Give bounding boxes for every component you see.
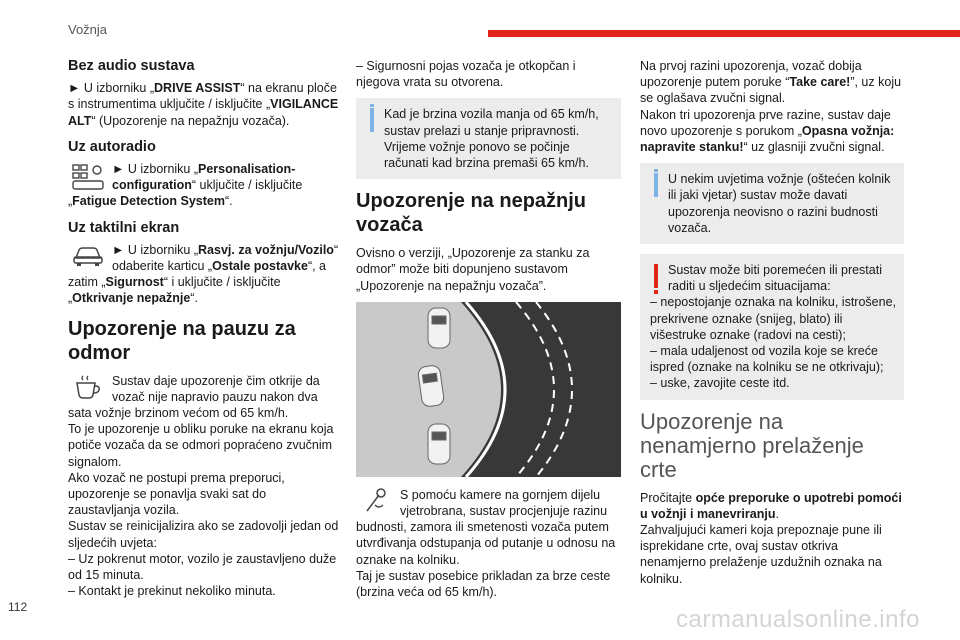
pause-intro: Sustav daje upozorenje čim otkrije da vozač nije napravio pauzu nakon dva sata vožnje brzinom većom od 65 km/h. xyxy=(68,373,320,421)
column-1 xyxy=(68,58,340,599)
warning-note: Sustav može biti poremećen ili prestati raditi u sljedećim situacijama: – nepostojanje oznaka na kolniku, istrošene, prekrivene oznake (snijeg, blato) ili višestruke oznake (radovi na cesti); – mala udaljenost od vozila koje se kreće ispred (oznake na kolniku se ne otkrivaju); – uske, zavojite ceste itd. xyxy=(640,254,904,400)
coffee-cup-icon xyxy=(68,373,108,403)
car-icon xyxy=(68,242,108,272)
camera-note: Taj je sustav posebice prikladan za brze ceste (brzina veća od 65 km/h). xyxy=(356,568,611,600)
heading-audio: Bez audio sustava xyxy=(68,58,195,74)
heading-touchscreen: Uz taktilni ekran xyxy=(68,219,180,236)
accent-bar xyxy=(488,30,960,37)
watermark: carmanualsonline.info xyxy=(676,606,920,633)
heading-lane-departure: Upozorenje na nenamjerno prelaženje crte xyxy=(640,408,864,482)
audio-instruction: ► U izborniku „DRIVE ASSIST“ na ekranu ploče s instrumentima uključite / isključite „VIGILANCE ALT“ (Upozorenje na nepažnju vozača). xyxy=(68,81,339,128)
level-one-text: Na prvoj razini upozorenja, vozač dobija upozorenje putem poruke “Take care!”, uz koju se oglašava zvučni signal. xyxy=(640,59,902,106)
pause-list-item: – Kontakt je prekinut nekoliko minuta. xyxy=(68,584,276,599)
pause-paragraph: To je upozorenje u obliku poruke na ekranu koja potiče vozača da se odmori popraćeno zvučnim signalom. xyxy=(68,422,334,469)
lane-reference: Pročitajte opće preporuke o upotrebi pomoći u vožnji i manevriranju. xyxy=(640,490,902,521)
camera-paragraph: S pomoću kamere na gornjem dijelu vjetrobrana, sustav procjenjuje razinu budnosti, zamora ili smetenosti vozača putem utvrđivanja odstupanja od putanje u odnosu na oznake na kolniku. xyxy=(356,487,616,567)
info-icon xyxy=(370,108,374,132)
warning-icon xyxy=(654,264,658,288)
lane-description: Zahvaljujući kameri koja prepoznaje pune ili isprekidane crte, ovaj sustav otkriva nenamjerno prelaženje uzdužnih oznaka na kolniku. xyxy=(640,523,882,586)
column-3 xyxy=(640,58,904,587)
lane-illustration xyxy=(356,302,621,477)
autoradio-instruction: ► U izborniku „Personalisation-configuration“ uključite / isključite „Fatigue Detection System“. xyxy=(68,162,303,209)
pause-paragraph: Sustav se reinicijalizira ako se zadovolji jedan od sljedećih uvjeta: xyxy=(68,519,339,550)
heading-pause: Upozorenje na pauzu za odmor xyxy=(68,317,296,364)
info-icon xyxy=(654,173,658,197)
info-note: U nekim uvjetima vožnje (oštećen kolnik ili jaki vjetar) sustav može davati upozorenja neovisno o razini budnosti vozača. xyxy=(640,163,904,244)
radio-menu-icon xyxy=(68,161,108,191)
level-two-text: Nakon tri upozorenja prve razine, sustav daje novo upozorenje s porukom „Opasna vožnja: napravite stanku!“ uz glasniji zvučni signal. xyxy=(640,107,895,155)
section-label: Vožnja xyxy=(68,22,108,37)
heading-autoradio: Uz autoradio xyxy=(68,138,156,155)
driver-intro: Ovisno o verziji, „Upozorenje za stanku za odmor” može biti dopunjeno sustavom „Upozorenje na nepažnju vozača”. xyxy=(356,246,590,293)
page-number: 112 xyxy=(8,600,28,614)
camera-icon xyxy=(356,487,396,517)
heading-driver-attention: Upozorenje na nepažnju vozača xyxy=(356,190,587,237)
column-2 xyxy=(356,58,621,600)
belt-list-item: – Sigurnosni pojas vozača je otkopčan i njegova vrata su otvorena. xyxy=(356,59,576,90)
touchscreen-instruction: ► U izborniku „Rasvj. za vožnju/Vozilo“ odaberite karticu „Ostale postavke“, a zatim „Sigurnost“ i uključite / isključite „Otkrivanje nepažnje“. xyxy=(68,242,339,306)
pause-list-item: – Uz pokrenut motor, vozilo je zaustavljeno duže od 15 minuta. xyxy=(68,551,337,583)
info-note: Kad je brzina vozila manja od 65 km/h, sustav prelazi u stanje pripravnosti. Vrijeme vožnje ponovo se počinje računati kad brzina premaši 65 km/h. xyxy=(356,98,621,179)
pause-paragraph: Ako vozač ne postupi prema preporuci, upozorenje se ponavlja svaki sat do zaustavljanja vozila. xyxy=(68,470,285,518)
